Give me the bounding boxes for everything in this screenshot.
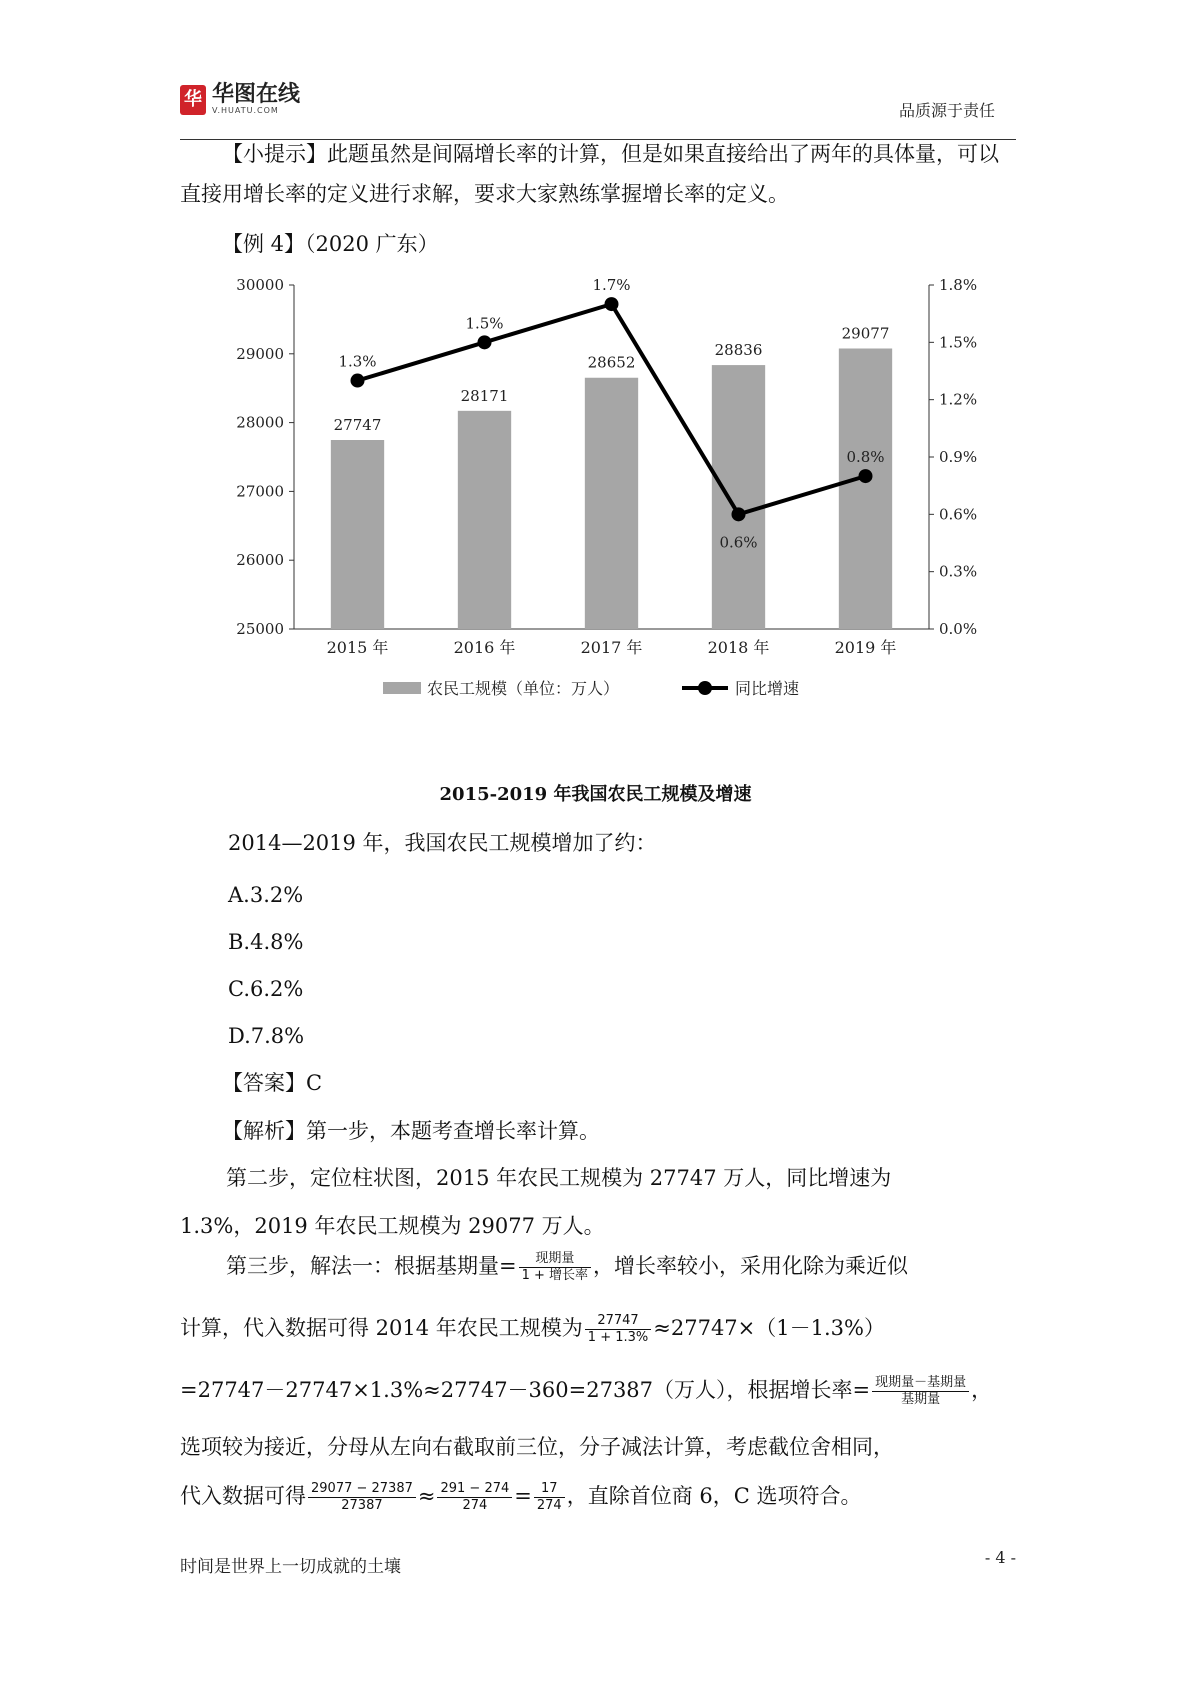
step3-text-h: ，直除首位商 6，C 选项符合。 (566, 1484, 862, 1508)
option-a: A.3.2% (228, 883, 304, 907)
growth-point (478, 335, 492, 349)
left-tick-label: 25000 (236, 620, 284, 638)
bar-value-label: 28652 (587, 353, 636, 372)
formula-2014-den: 1 + 1.3% (585, 1329, 651, 1346)
left-tick-label: 30000 (236, 276, 284, 294)
equals-sign: = (514, 1484, 532, 1508)
legend-bar-swatch (383, 682, 421, 694)
answer-value: C (306, 1071, 323, 1095)
bar-value-label: 29077 (841, 324, 890, 343)
growth-point (605, 297, 619, 311)
page-number: - 4 - (984, 1548, 1016, 1567)
left-tick-label: 26000 (236, 551, 284, 570)
formula-growth (872, 1375, 969, 1408)
growth-label: 0.6% (719, 533, 758, 552)
x-tick-label: 2018 年 (707, 638, 770, 657)
step3-text-f: ， (971, 1378, 993, 1402)
x-tick-label: 2015 年 (326, 638, 389, 657)
question-text: 2014—2019 年，我国农民工规模增加了约： (228, 831, 657, 855)
right-tick-label: 1.8% (939, 276, 978, 294)
option-b: B.4.8% (228, 930, 304, 954)
formula-calc1 (308, 1481, 416, 1514)
formula-base-num: 现期量 (535, 1251, 575, 1266)
legend-line-label: 同比增速 (735, 679, 800, 698)
answer-label: 【答案】 (222, 1071, 306, 1095)
bar-2016 (458, 411, 511, 629)
growth-point (732, 507, 746, 521)
bar-2019 (839, 349, 892, 629)
tip-label: 【小提示】 (222, 142, 327, 166)
right-tick-label: 1.5% (939, 333, 978, 352)
formula-calc3-num: 17 (541, 1481, 558, 1496)
analysis-step3-line4: 选项较为接近，分母从左向右截取前三位，分子减法计算，考虑截位舍相同， (180, 1435, 894, 1459)
bar-value-label: 28836 (714, 341, 763, 360)
step3-text-g: 代入数据可得 (180, 1484, 306, 1508)
left-tick-label: 29000 (236, 344, 284, 363)
growth-label: 1.5% (465, 314, 504, 333)
x-tick-label: 2016 年 (453, 638, 516, 657)
logo-text: 华图在线 (212, 82, 301, 107)
footer-motto: 时间是世界上一切成就的土壤 (180, 1557, 401, 1577)
header-slogan: 品质源于责任 (898, 101, 995, 120)
formula-2014-num: 27747 (597, 1313, 639, 1328)
formula-base (519, 1251, 591, 1284)
analysis-step3-line2 (180, 1312, 885, 1346)
growth-label: 1.7% (592, 276, 631, 295)
left-tick-label: 28000 (236, 413, 284, 432)
example-label: 【例 4】（2020 广东） (222, 232, 439, 256)
analysis-label: 【解析】 (222, 1119, 306, 1143)
logo-subtext: V.HUATU.COM (212, 106, 279, 115)
legend-line-marker (698, 681, 712, 695)
analysis-step3-line5 (180, 1480, 862, 1514)
analysis-step3-line1 (226, 1250, 908, 1284)
formula-calc2-den: 274 (437, 1497, 512, 1514)
tip-paragraph (180, 134, 1016, 214)
bar-value-label: 28171 (460, 386, 509, 405)
step3-text-b: ，增长率较小，采用化除为乘近似 (593, 1254, 909, 1278)
formula-calc2 (437, 1481, 512, 1514)
formula-calc1-den: 27387 (308, 1497, 416, 1514)
x-tick-label: 2019 年 (834, 638, 897, 657)
bar-value-label: 27747 (333, 416, 382, 435)
formula-2014 (585, 1313, 651, 1346)
formula-calc3-den: 274 (534, 1497, 565, 1514)
approx-sign: ≈ (417, 1484, 436, 1508)
option-c: C.6.2% (228, 977, 304, 1001)
growth-point (351, 374, 365, 388)
formula-calc1-num: 29077 − 27387 (311, 1481, 413, 1496)
analysis-step1-text: 第一步，本题考查增长率计算。 (306, 1119, 600, 1143)
right-tick-label: 0.3% (939, 562, 978, 581)
right-tick-label: 0.9% (939, 448, 978, 466)
tip-text: 此题虽然是间隔增长率的计算，但是如果直接给出了两年的具体量，可以直接用增长率的定义进行求解，要求大家熟练掌握增长率的定义。 (180, 142, 999, 206)
bar-2018 (712, 365, 765, 629)
legend-bar-label: 农民工规模（单位：万人） (427, 679, 620, 698)
right-tick-label: 1.2% (939, 390, 978, 409)
analysis-step3-line3 (180, 1374, 992, 1408)
option-d: D.7.8% (228, 1024, 305, 1048)
right-tick-label: 0.0% (939, 620, 978, 638)
formula-calc3 (534, 1481, 565, 1514)
bar-2015 (331, 440, 384, 629)
logo (180, 84, 300, 115)
formula-growth-den: 基期量 (872, 1391, 969, 1408)
step3-text-c: 计算，代入数据可得 2014 年农民工规模为 (180, 1316, 583, 1340)
formula-calc2-num: 291 − 274 (440, 1481, 510, 1496)
x-tick-label: 2017 年 (580, 638, 643, 657)
analysis-step1 (222, 1115, 600, 1145)
growth-point (859, 469, 873, 483)
bar-2017 (585, 378, 638, 629)
answer (222, 1067, 322, 1097)
step3-text-d: ≈27747×（1－1.3%） (653, 1316, 885, 1340)
step3-text-a: 第三步，解法一：根据基期量= (226, 1254, 517, 1278)
right-tick-label: 0.6% (939, 505, 978, 524)
left-tick-label: 27000 (236, 482, 284, 501)
chart (180, 270, 1080, 740)
huatu-logo-icon: 华 (180, 85, 206, 115)
formula-growth-num: 现期量－基期量 (875, 1375, 967, 1390)
analysis-step2-b: 1.3%，2019 年农民工规模为 29077 万人。 (180, 1214, 605, 1238)
step3-text-e: =27747－27747×1.3%≈27747－360=27387（万人），根据增长率= (180, 1378, 871, 1402)
chart-title: 2015-2019 年我国农民工规模及增速 (439, 784, 752, 805)
analysis-step2-a: 第二步，定位柱状图，2015 年农民工规模为 27747 万人，同比增速为 (226, 1166, 892, 1190)
growth-label: 0.8% (846, 448, 885, 467)
growth-label: 1.3% (338, 352, 377, 371)
formula-base-den: 1 + 增长率 (519, 1267, 591, 1284)
